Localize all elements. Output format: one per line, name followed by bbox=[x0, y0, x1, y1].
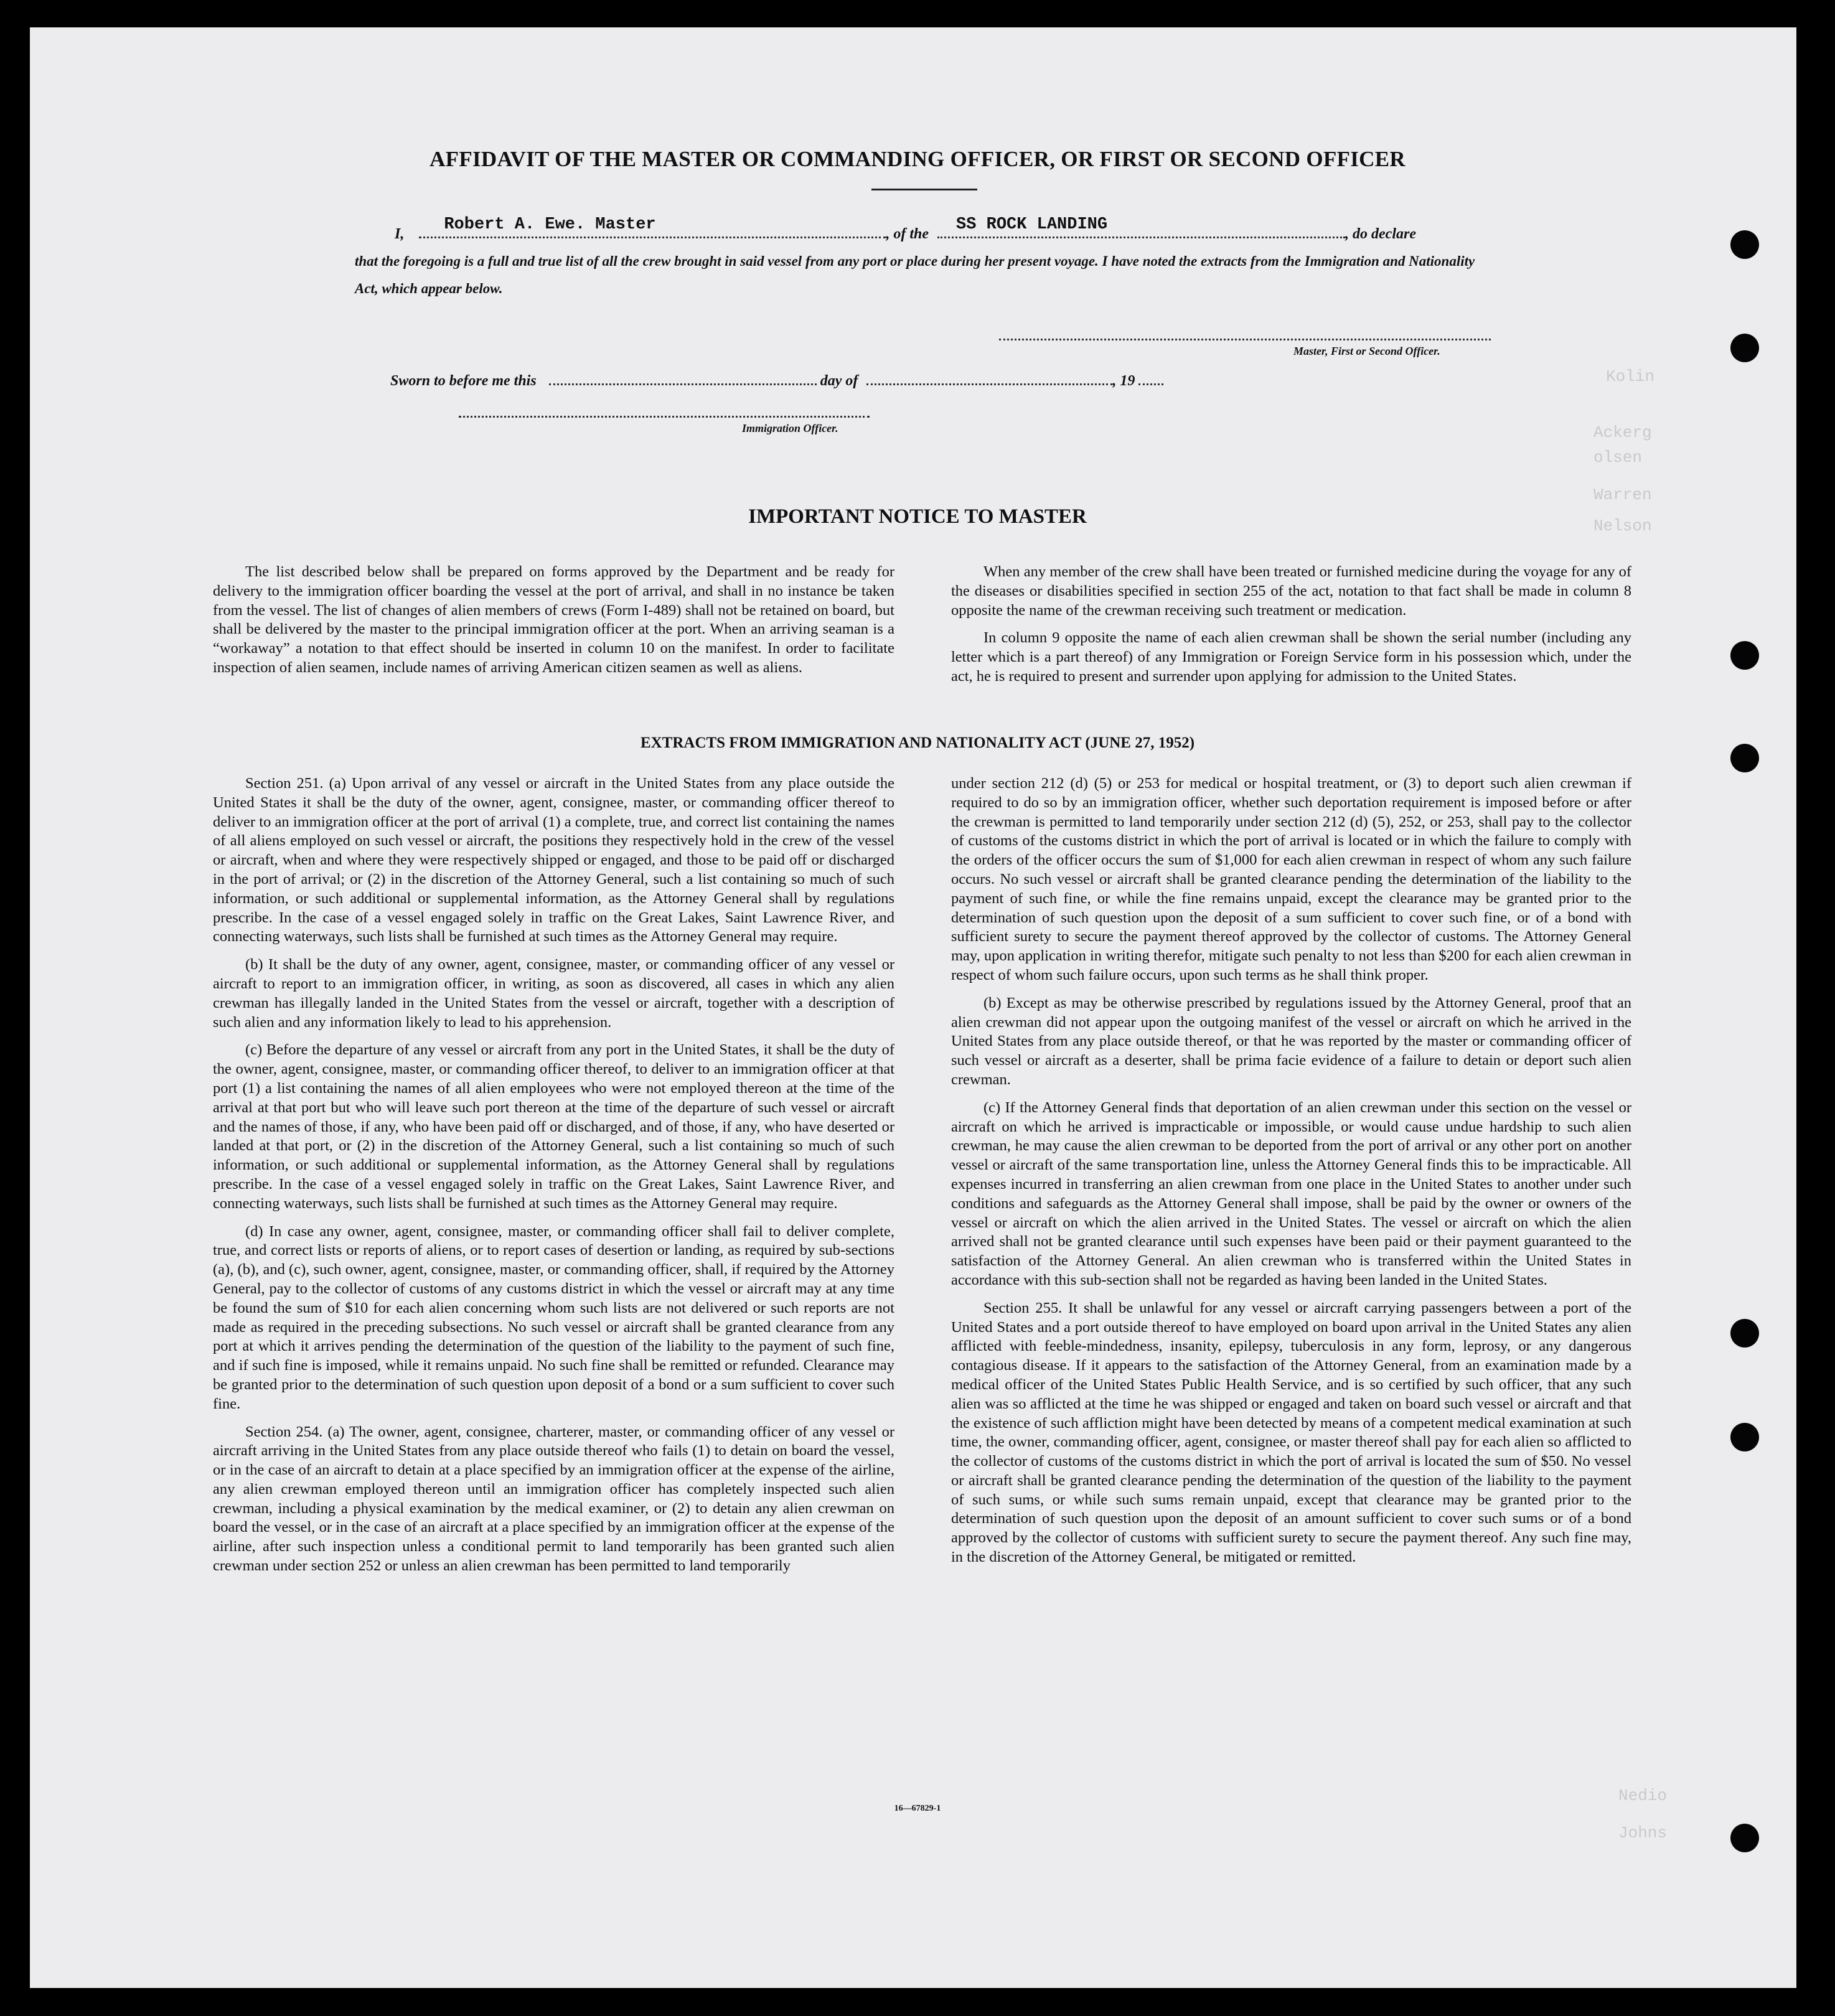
extract-paragraph: (d) In case any owner, agent, consignee, master, or commanding officer shall fail to deliver complete, true, and correct lists or reports of aliens, or to report cases of desertion or landing, as required by sub-sections (a), (b), and (c), such owner, agent, consignee, master, or commanding officer, shall, if required by the Attorney General, pay to the collector of customs of any customs district in which the vessel or aircraft may at any time be found the sum of $10 for each alien concerning whom such lists are not delivered or such reports are not made as required in the preceding subsections. No such vessel or aircraft shall be granted clearance from any port at which it arrives pending the determination of the question of the liability to the payment of such fine, and if such fine is imposed, while it remains unpaid. No such fine shall be remitted or refunded. Clearance may be granted prior to the determination of such question upon deposit of a bond or a sum sufficient to cover such fine. bbox=[213, 1222, 894, 1412]
punch-hole bbox=[1730, 641, 1759, 670]
bleed-through-mark: Nedio bbox=[1618, 1786, 1668, 1805]
punch-hole bbox=[1730, 1824, 1759, 1852]
immigration-officer-signature-field[interactable] bbox=[459, 400, 870, 418]
year-prefix-label: , 19 bbox=[1112, 373, 1135, 389]
notice-heading: IMPORTANT NOTICE TO MASTER bbox=[748, 505, 1087, 528]
of-the-label: , of the bbox=[886, 226, 929, 242]
extract-paragraph: under section 212 (d) (5) or 253 for medical or hospital treatment, or (3) to deport such alien crewman if required to do so by an immigration officer, whether such deportation requirement is imposed before or after the crewman is permitted to land temporarily under section 212 (d) (5), 252, or 253, shall pay to the collector of customs of the customs district in which the port of arrival is located or in which the failure to comply with the orders of the officer occurs the sum of $1,000 for each alien crewman in respect of whom any such failure occurs. No such vessel or aircraft shall be granted clearance pending the determination of the liability to the payment of such fine, or while the fine remains unpaid, except the clearance may be granted prior to the determination of such question upon the deposit of a sum sufficient to cover such fine, or of a bond with sufficient surety to secure the payment thereof approved by the collector of customs. The Attorney General may, upon application in writing therefor, mitigate such penalty to not less than $200 for each alien crewman in respect of whom such failure occurs, upon such terms as he shall think proper. bbox=[951, 775, 1631, 983]
bleed-through-mark: olsen bbox=[1593, 448, 1643, 467]
punch-hole bbox=[1730, 1319, 1759, 1348]
extract-paragraph: (c) Before the departure of any vessel or aircraft from any port in the United States, it shall be the duty of the owner, agent, consignee, master, or commanding officer thereof, to deliver to an immigration officer at that port (1) a list containing the names of all alien employees who were not employed thereon at the time of the arrival at that port but who will leave such port thereon at the time of the departure of such vessel or aircraft and the names of those, if any, who have been paid off or discharged, and of those, if any, who have deserted or landed at that port, or (2) in the discretion of the Attorney General, such a list containing so much of such information, or such additional or supplemental information, as the Attorney General shall by regulations prescribe. In the case of a vessel engaged solely in traffic on the Great Lakes, Saint Lawrence River, and connecting waterways, such lists shall be furnished at such times as the Attorney General may require. bbox=[213, 1041, 894, 1212]
sworn-year-field[interactable] bbox=[1138, 367, 1163, 385]
notice-left-column bbox=[213, 563, 894, 687]
declarant-value: Robert A. Ewe. Master bbox=[444, 215, 656, 234]
punch-hole bbox=[1730, 230, 1759, 259]
notice-right-paragraph-2: In column 9 opposite the name of each alien crewman shall be shown the serial number (including any letter which is a part thereof) of any Immigration or Foreign Service form in his possession which, under the act, he is required to present and surrender upon applying for admission to the United States. bbox=[951, 629, 1631, 685]
declarant-field[interactable] bbox=[419, 215, 886, 238]
extract-paragraph: (b) Except as may be otherwise prescribed by regulations issued by the Attorney General, proof that an alien crewman did not appear upon the outgoing manifest of the vessel or aircraft on which he arrived in the United States from any place outside thereof, or that he was reported by the master or commanding officer of such vessel or aircraft as a deserter, shall be prima facie evidence of a failure to detain or deport such alien crewman. bbox=[951, 994, 1631, 1088]
bleed-through-mark: Johns bbox=[1618, 1824, 1668, 1842]
extract-paragraph: Section 251. (a) Upon arrival of any vessel or aircraft in the United States from any place outside the United States it shall be the duty of the owner, agent, consignee, master, or commanding officer thereof to deliver to an immigration officer at the port of arrival (1) a complete, true, and correct list containing the names of all aliens employed on such vessel or aircraft, the positions they respectively hold in the crew of the vessel or aircraft, when and where they were respectively shipped or engaged, and those to be paid off or discharged in the port of arrival; or (2) in the discretion of the Attorney General, such a list containing so much of such information, or such additional or supplemental information, as the Attorney General shall by regulations prescribe. In the case of a vessel engaged solely in traffic on the Great Lakes, Saint Lawrence River, and connecting waterways, such lists shall be furnished at such times as the Attorney General may require. bbox=[213, 775, 894, 945]
extracts-right-column bbox=[951, 774, 1631, 1576]
sworn-label: Sworn to before me this bbox=[390, 373, 537, 389]
immigration-officer-caption: Immigration Officer. bbox=[742, 422, 838, 434]
form-number: 16—67829-1 bbox=[894, 1804, 941, 1813]
sworn-day-field[interactable] bbox=[549, 367, 817, 385]
notice-right-column bbox=[951, 563, 1631, 695]
do-declare-label: , do declare bbox=[1345, 226, 1416, 242]
master-signature-field[interactable] bbox=[999, 322, 1491, 340]
sworn-month-field[interactable] bbox=[866, 367, 1112, 385]
punch-hole bbox=[1730, 1423, 1759, 1451]
vessel-field[interactable] bbox=[937, 215, 1345, 238]
affidavit-title: AFFIDAVIT OF THE MASTER OR COMMANDING OFFICER, OR FIRST OR SECOND OFFICER bbox=[429, 147, 1406, 171]
bleed-through-mark: Nelson bbox=[1593, 517, 1652, 535]
title-rule bbox=[871, 189, 977, 190]
extract-paragraph: Section 254. (a) The owner, agent, consignee, charterer, master, or commanding officer of any vessel or aircraft arriving in the United States from any place outside thereof who fails (1) to detain on board the vessel, or in the case of an aircraft to detain at a place specified by an immigration officer at the expense of the airline, any alien crewman employed thereon until an immigration officer has completely inspected such alien crewman, including a physical examination by the medical examiner, or (2) to detain any alien crewman on board the vessel, or in the case of an aircraft at a place specified by an immigration officer at the expense of the airline, after such inspection unless a conditional permit to land temporarily has been granted such alien crewman under section 252 or unless an alien crewman has been permitted to land temporarily bbox=[213, 1423, 894, 1575]
extracts-left-column bbox=[213, 774, 894, 1585]
declaration-statement: that the foregoing is a full and true list of all the crew brought in said vessel from any port or place during her present voyage. I have noted the extracts from the Immigration and Nationality Act, which appear below. bbox=[355, 253, 1475, 296]
bleed-through-mark: Warren bbox=[1593, 485, 1652, 504]
master-caption: Master, First or Second Officer. bbox=[1293, 345, 1440, 357]
extract-paragraph: Section 255. It shall be unlawful for any vessel or aircraft carrying passengers between a port of the United States and a port outside thereof to have employed on board upon arrival in the United States any alien afflicted with feeble-mindedness, insanity, epilepsy, tuberculosis in any form, leprosy, or any dangerous contagious disease. If it appears to the satisfaction of the Attorney General, from an examination made by a medical officer of the United States Public Health Service, and is so certified by such officer, that any such alien was so afflicted at the time he was shipped or engaged and taken on board such vessel or aircraft and that the existence of such affliction might have been detected by means of a competent medical examination at such time, the owner, commanding officer, agent, consignee, or master thereof shall pay for each alien so afflicted to the collector of customs of the customs district in which the port of arrival is located the sum of $50. No vessel or aircraft shall be granted clearance pending the determination of the question of the liability to the payment of such sums, or while such sums remain unpaid, except that clearance may be granted prior to the determination of such question upon the deposit of an amount sufficient to cover such sums or of a bond approved by the collector of customs with sufficient surety to secure the payment thereof. Any such fine may, in the discretion of the Attorney General, be mitigated or remitted. bbox=[951, 1299, 1631, 1566]
declaration-line bbox=[395, 215, 1416, 243]
notice-left-paragraph: The list described below shall be prepared on forms approved by the Department and be ready for delivery to the immigration officer boarding the vessel at the port of arrival, and shall in no instance be taken from the vessel. The list of changes of alien members of crews (Form I-489) shall not be retained on board, but shall be delivered by the master to the principal immigration officer at the port. When an arriving seaman is a “workaway” a notation to that effect should be inserted in column 10 on the manifest. In order to facilitate inspection of alien seamen, include names of arriving American citizen seamen as well as aliens. bbox=[213, 563, 894, 676]
notice-right-paragraph-1: When any member of the crew shall have been treated or furnished medicine during the voyage for any of the diseases or disabilities specified in section 255 of the act, notation to that fact shall be made in column 8 opposite the name of the crewman receiving such treatment or medication. bbox=[951, 563, 1631, 619]
sworn-line bbox=[390, 367, 1163, 390]
declaration-i-label: I, bbox=[395, 226, 405, 242]
extract-paragraph: (b) It shall be the duty of any owner, agent, consignee, master, or commanding officer of any vessel or aircraft to report to an immigration officer, in writing, as soon as discovered, all cases in which any alien crewman has illegally landed in the United States from the vessel or aircraft, together with a description of such alien and any information likely to lead to his apprehension. bbox=[213, 956, 894, 1031]
punch-hole bbox=[1730, 334, 1759, 362]
day-of-label: day of bbox=[820, 373, 858, 389]
vessel-value: SS ROCK LANDING bbox=[956, 215, 1108, 234]
extracts-heading: EXTRACTS FROM IMMIGRATION AND NATIONALITY ACT (JUNE 27, 1952) bbox=[640, 734, 1195, 751]
extract-paragraph: (c) If the Attorney General finds that deportation of an alien crewman under this section on the vessel or aircraft on which he arrived is impracticable or impossible, or would cause undue hardship to such alien crewman, he may cause the alien crewman to be deported from the port of arrival or any other port on another vessel or aircraft of the same transportation line, unless the Attorney General finds this to be impracticable. All expenses incurred in transferring an alien crewman from one place in the United States to another under such conditions and safeguards as the Attorney General shall impose, shall be paid by the owner or owners of the vessel or aircraft on which the alien arrived in the United States. The vessel or aircraft on which the alien arrived shall not be granted clearance until such expenses have been paid or their payment guaranteed to the satisfaction of the Attorney General. An alien crewman who is transferred within the United States in accordance with this sub-section shall not be regarded as having been landed in the United States. bbox=[951, 1099, 1631, 1288]
bleed-through-mark: Kolin bbox=[1606, 367, 1655, 386]
bleed-through-mark: Ackerg bbox=[1593, 423, 1652, 442]
